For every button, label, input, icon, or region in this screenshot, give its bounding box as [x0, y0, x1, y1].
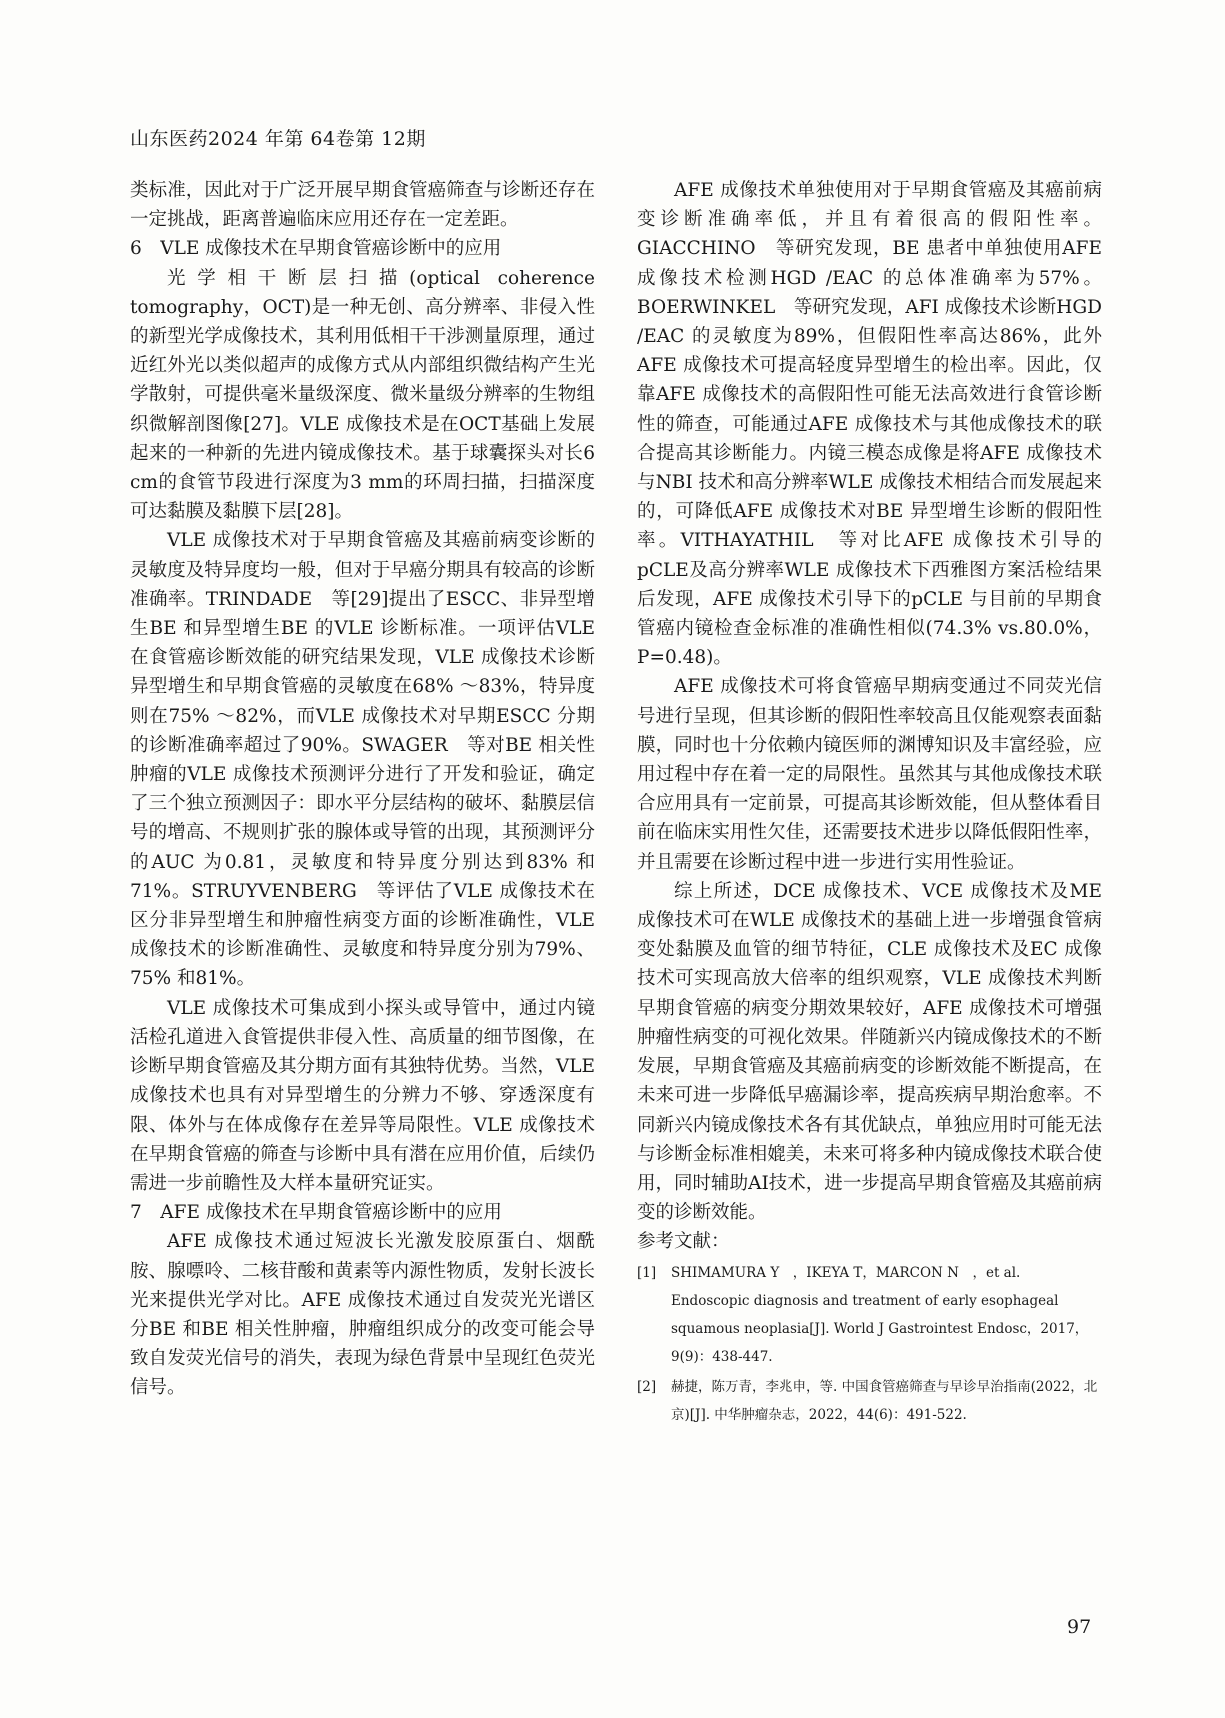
- reference-item: [637, 1373, 1102, 1429]
- reference-item: [637, 1259, 1102, 1371]
- reference-number: [2]: [637, 1379, 657, 1396]
- paragraph-afe-intro: AFE 成像技术通过短波长光激发胶原蛋白、烟酰胺、腺嘌呤、二核苷酸和黄素等内源性物质，发射长波长光来提供光学对比。AFE 成像技术通过自发荧光光谱区分BE 和BE 相关性肿瘤，肿瘤组织成分的改变可能会导致自发荧光信号的消失，表现为绿色背景中呈现红色荧光信号。: [130, 1231, 595, 1399]
- reference-text: SHIMAMURA Y ，IKEYA T，MARCON N ，et al. Endoscopic diagnosis and treatment of early esophageal squamous neoplasia[J]. World J Gastrointest Endosc，2017，9(9)：438-447.: [671, 1265, 1089, 1366]
- section-heading-7: 7 AFE 成像技术在早期食管癌诊断中的应用: [130, 1202, 502, 1224]
- paragraph-summary: 综上所述，DCE 成像技术、VCE 成像技术及ME 成像技术可在WLE 成像技术的基础上进一步增强食管病变处黏膜及血管的细节特征，CLE 成像技术及EC 成像技术可实现高放大倍率的组织观察，VLE 成像技术判断早期食管癌的病变分期效果较好，AFE 成像技术可增强肿瘤性病变的可视化效果。伴随新兴内镜成像技术的不断发展，早期食管癌及其癌前病变的诊断效能不断提高，在未来可进一步降低早癌漏诊率，提高疾病早期治愈率。不同新兴内镜成像技术各有其优缺点，单独应用时可能无法与诊断金标准相媲美，未来可将多种内镜成像技术联合使用，同时辅助AI技术，进一步提高早期食管癌及其癌前病变的诊断效能。: [637, 880, 1102, 1224]
- page-number: 97: [1067, 1616, 1092, 1638]
- paragraph-vle-probe: VLE 成像技术可集成到小探头或导管中，通过内镜活检孔道进入食管提供非侵入性、高质量的细节图像，在诊断早期食管癌及其分期方面有其独特优势。当然，VLE 成像技术也具有对异型增生的分辨力不够、穿透深度有限、体外与在体成像存在差异等局限性。VLE 成像技术在早期食管癌的筛查与诊断中具有潜在应用价值，后续仍需进一步前瞻性及大样本量研究证实。: [130, 997, 595, 1194]
- reference-text: 赫捷，陈万青，李兆申，等. 中国食管癌筛查与早诊早治指南(2022，北京)[J]. 中华肿瘤杂志，2022，44(6)：491-522.: [671, 1379, 1098, 1424]
- left-column: [130, 176, 595, 1403]
- paragraph-oct: 光学相干断层扫描(optical coherence tomography，OCT)是一种无创、高分辨率、非侵入性的新型光学成像技术，其利用低相干干涉测量原理，通过近红外光以类似超声的成像方式从内部组织微结构产生光学散射，可提供毫米量级深度、微米量级分辨率的生物组织微解剖图像[27]。VLE 成像技术是在OCT基础上发展起来的一种新的先进内镜成像技术。基于球囊探头对长6 cm的食管节段进行深度为3 mm的环周扫描，扫描深度可达黏膜及黏膜下层[28]。: [130, 267, 595, 523]
- paragraph-afe-accuracy: AFE 成像技术单独使用对于早期食管癌及其癌前病变诊断准确率低，并且有着很高的假阳性率。GIACCHINO 等研究发现，BE 患者中单独使用AFE 成像技术检测HGD /EAC 的总体准确率为57%。BOERWINKEL 等研究发现，AFI 成像技术诊断HGD /EAC 的灵敏度为89%，但假阳性率高达86%，此外AFE 成像技术可提高轻度异型增生的检出率。因此，仅靠AFE 成像技术的高假阳性可能无法高效进行食管诊断性的筛查，可能通过AFE 成像技术与其他成像技术的联合提高其诊断能力。内镜三模态成像是将AFE 成像技术与NBI 技术和高分辨率WLE 成像技术相结合而发展起来的，可降低AFE 成像技术对BE 异型增生诊断的假阳性率。VITHAYATHIL 等对比AFE 成像技术引导的pCLE及高分辨率WLE 成像技术下西雅图方案活检结果后发现，AFE 成像技术引导下的pCLE 与目前的早期食管癌内镜检查金标准的准确性相似(74.3% vs.80.0%，P=0.48)。: [637, 180, 1102, 669]
- journal-header: 山东医药2024 年第 64卷第 12期: [130, 128, 426, 150]
- paragraph-continuation: 类标准，因此对于广泛开展早期食管癌筛查与诊断还存在一定挑战，距离普遍临床应用还存在一定差距。: [130, 180, 595, 231]
- reference-number: [1]: [637, 1265, 657, 1282]
- right-column: [637, 176, 1102, 1429]
- paragraph-vle-diagnosis: VLE 成像技术对于早期食管癌及其癌前病变诊断的灵敏度及特异度均一般，但对于早癌分期具有较高的诊断准确率。TRINDADE 等[29]提出了ESCC、非异型增生BE 和异型增生BE 的VLE 诊断标准。一项评估VLE 在食管癌诊断效能的研究结果发现，VLE 成像技术诊断异型增生和早期食管癌的灵敏度在68% ～83%，特异度则在75% ～82%，而VLE 成像技术对早期ESCC 分期的诊断准确率超过了90%。SWAGER 等对BE 相关性肿瘤的VLE 成像技术预测评分进行了开发和验证，确定了三个独立预测因子：即水平分层结构的破坏、黏膜层信号的增高、不规则扩张的腺体或导管的出现，其预测评分的AUC 为0.81，灵敏度和特异度分别达到83% 和71%。STRUYVENBERG 等评估了VLE 成像技术在区分非异型增生和肿瘤性病变方面的诊断准确性，VLE 成像技术的诊断准确性、灵敏度和特异度分别为79%、75% 和81%。: [130, 530, 595, 990]
- section-heading-6: 6 VLE 成像技术在早期食管癌诊断中的应用: [130, 238, 502, 260]
- references-title: 参考文献：: [637, 1231, 730, 1253]
- paragraph-afe-limitations: AFE 成像技术可将食管癌早期病变通过不同荧光信号进行呈现，但其诊断的假阳性率较高且仅能观察表面黏膜，同时也十分依赖内镜医师的渊博知识及丰富经验，应用过程中存在着一定的局限性。虽然其与其他成像技术联合应用具有一定前景，可提高其诊断效能，但从整体看目前在临床实用性欠佳，还需要技术进步以降低假阳性率，并且需要在诊断过程中进一步进行实用性验证。: [637, 676, 1102, 873]
